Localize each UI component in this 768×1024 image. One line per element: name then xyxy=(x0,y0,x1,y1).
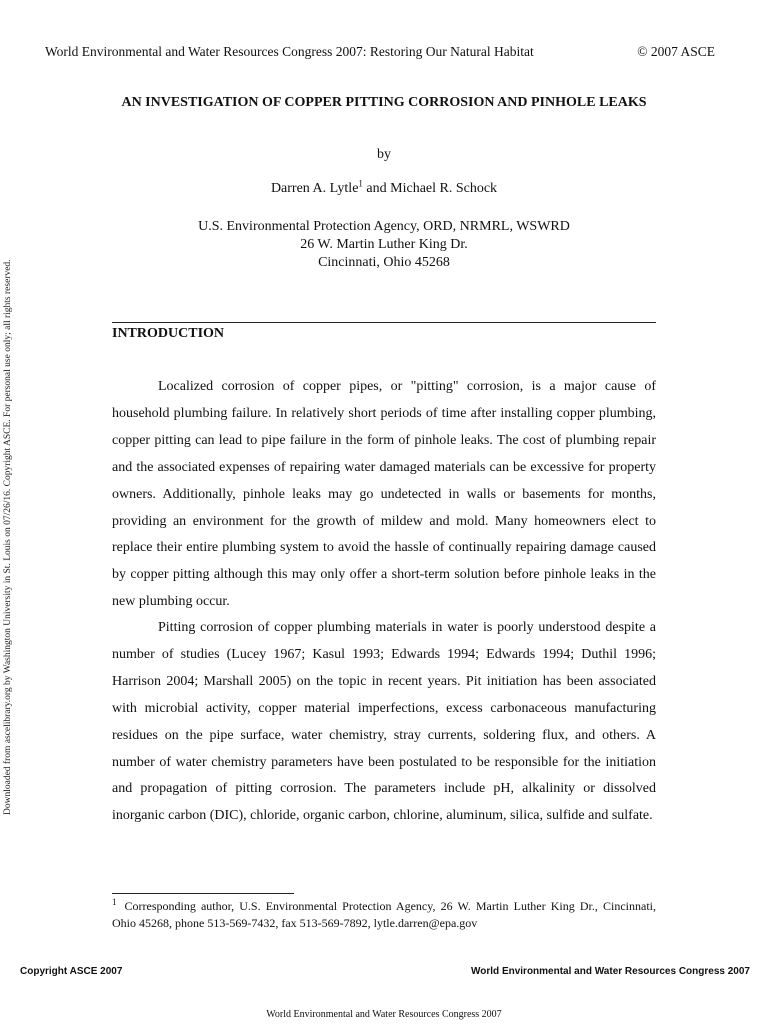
download-notice: Downloaded from ascelibrary.org by Washington University in St. Louis on 07/26/16. Copyright ASCE. For personal use only; all rights reserved. xyxy=(3,259,13,815)
running-header-title: World Environmental and Water Resources Congress 2007: Restoring Our Natural Habitat xyxy=(45,44,534,59)
affiliation-line-1: U.S. Environmental Protection Agency, ORD, NRMRL, WSWRD xyxy=(198,219,570,234)
paper-title: AN INVESTIGATION OF COPPER PITTING CORROSION AND PINHOLE LEAKS xyxy=(121,95,647,110)
paragraph-1: Localized corrosion of copper pipes, or "pitting" corrosion, is a major cause of household plumbing failure. In relatively short periods of time after installing copper plumbing, copper pitting can lead to pipe failure in the form of pinhole leaks. The cost of plumbing repair and the associated expenses of repairing water damaged materials can be excessive for property owners. Additionally, pinhole leaks may go undetected in walls or basements for months, providing an environment for the growth of mildew and mold. Many homeowners elect to replace their entire plumbing system to avoid the hassle of continually repairing damage caused by copper pitting although this may only offer a short-term solution before pinhole leaks in the new plumbing occur. xyxy=(112,379,656,610)
affiliation xyxy=(112,218,656,272)
section-divider xyxy=(112,322,656,323)
author-list xyxy=(112,178,656,197)
byline: by xyxy=(377,147,391,162)
author-secondary: and Michael R. Schock xyxy=(362,181,498,196)
affiliation-line-3: Cincinnati, Ohio 45268 xyxy=(318,255,450,270)
footer-bottom-line: World Environmental and Water Resources Congress 2007 xyxy=(266,1009,502,1020)
footer-copyright: Copyright ASCE 2007 xyxy=(20,966,123,977)
affiliation-line-2: 26 W. Martin Luther King Dr. xyxy=(300,237,468,252)
footer-congress: World Environmental and Water Resources Congress 2007 xyxy=(471,966,750,977)
footnote-text: Corresponding author, U.S. Environmental Protection Agency, 26 W. Martin Luther King Dr., Cincinnati, Ohio 45268, phone 513-569-7432, fax 513-569-7892, lytle.darren@epa.gov xyxy=(112,899,656,930)
section-heading: INTRODUCTION xyxy=(112,326,225,341)
author-footnote-mark[interactable]: 1 xyxy=(358,178,363,189)
footnote-mark: 1 xyxy=(112,897,117,907)
footnote xyxy=(112,898,656,932)
footnote-divider xyxy=(112,893,294,894)
running-header-copyright: © 2007 ASCE xyxy=(637,44,715,59)
paragraph-2: Pitting corrosion of copper plumbing materials in water is poorly understood despite a number of studies (Lucey 1967; Kasul 1993; Edwards 1994; Edwards 1994; Duthil 1996; Harrison 2004; Marshall 2005) on the topic in recent years. Pit initiation has been associated with microbial activity, copper material imperfections, excess carbonaceous manufacturing residues on the pipe surface, water chemistry, stray currents, soldering flux, and others. A number of water chemistry parameters have been postulated to be responsible for the initiation and propagation of pitting corrosion. The parameters include pH, alkalinity or dissolved inorganic carbon (DIC), chloride, organic carbon, chlorine, aluminum, silica, sulfide and sulfate. xyxy=(112,620,656,824)
author-primary: Darren A. Lytle xyxy=(270,181,359,196)
